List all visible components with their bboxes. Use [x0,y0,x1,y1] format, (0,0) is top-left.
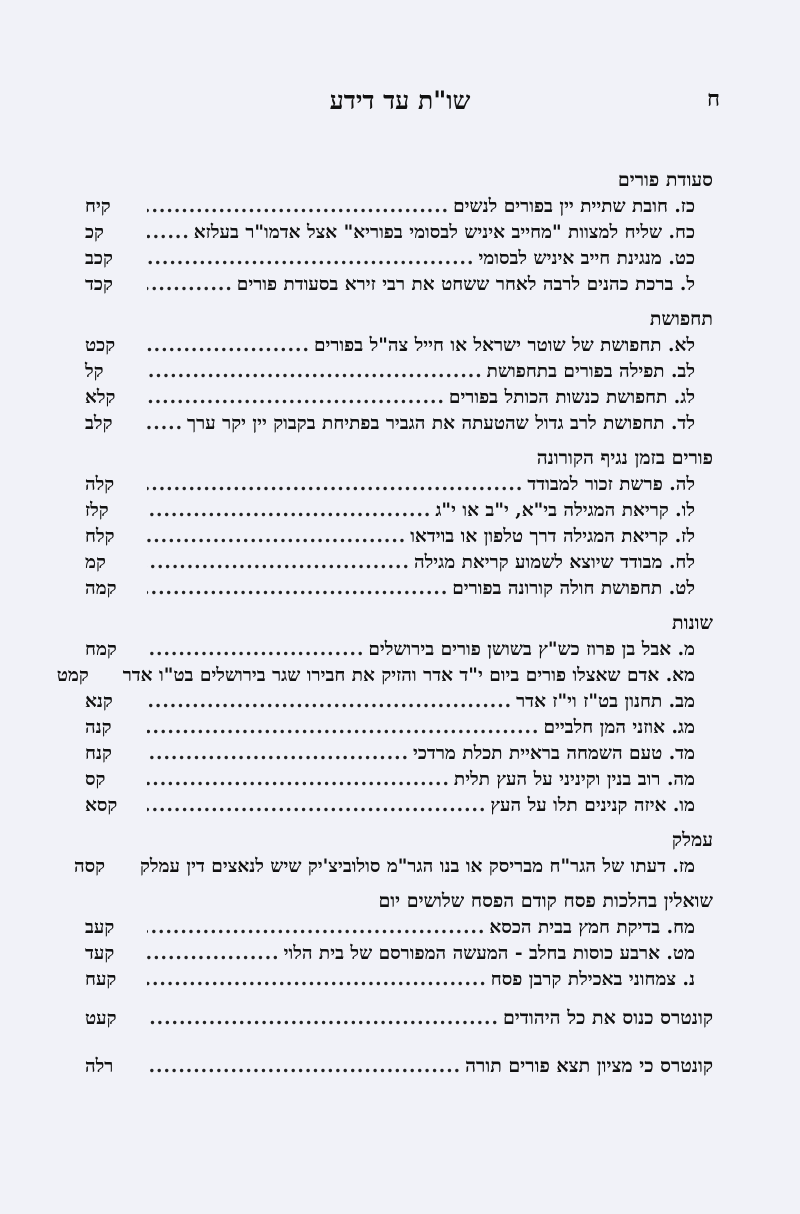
toc-entry-text: לח. מבודד שיוצא לשמוע קריאת מגילה [413,552,695,573]
section-title: סעודת פורים [617,169,713,191]
dot-leader [147,333,310,359]
dot-leader [147,767,450,793]
toc-entry-text: מח. בדיקת חמץ בבית הכסא [489,917,695,938]
standalone-entries [85,1005,713,1079]
toc-entry-page: קנח [85,743,112,764]
toc-section [85,166,713,298]
dot-leader [147,715,539,741]
toc-entry [85,793,713,819]
dot-leader [147,576,448,602]
page-header [80,86,720,126]
toc-entry-text: ל. ברכת כהנים לרבה לאחר ששחט את רבי זירא בסעודת פורים [236,274,695,295]
toc-entry [85,741,713,767]
toc-entry [85,498,713,524]
toc-entry-text: לו. קריאת המגילה בי"א, י"ב או י"ג [435,500,695,521]
toc-section [56,609,713,819]
toc-entry-text: מו. איזה קנינים תלו על העץ [490,795,695,816]
toc-entry-text: לד. תחפושת לרב גדול שהטעתה את הגביר בפתיחת בקבוק יין יקר ערך [187,413,695,434]
section-title: תחפושת [649,308,713,330]
toc-entry-text: מ. אבל בן פרוז כש"ץ בשושן פורים בירושלים [368,639,695,660]
dot-leader [147,967,487,993]
toc-entry-page: קעב [85,917,115,938]
toc-entry-page: קמח [85,639,117,660]
toc-entry-page: קסה [73,856,106,877]
toc-entry [85,967,713,993]
dot-leader [147,246,474,272]
dot-leader [147,1006,499,1032]
toc-entry [85,715,713,741]
page-number: ח [706,86,720,112]
toc-entry-text: מג. אוזני המן חלביים [543,717,695,738]
toc-entry [85,941,713,967]
toc-entry-page: קמט [56,665,89,686]
table-of-contents [56,166,713,1101]
toc-entry-text: נ. צמחוני באכילת קרבן פסח [490,969,695,990]
toc-entry [85,220,713,246]
toc-entry-page: קסא [85,795,118,816]
toc-entry-text: לה. פרשת זכור למבודד [527,474,695,495]
toc-entry [85,637,713,663]
dot-leader [147,194,449,220]
section-title: עמלק [671,829,713,851]
toc-entry-text: לז. קריאת המגילה דרך טלפון או בוידאו [410,526,695,547]
toc-entry [85,1053,713,1079]
section-title: שואלין בהלכות פסח קודם הפסח שלושים יום [378,890,713,912]
toc-entry-page: קלז [85,500,109,521]
dot-leader [147,472,523,498]
toc-entry-page: קעח [85,969,117,990]
toc-entry [85,333,713,359]
toc-entry-text: מז. דעתו של הגר"ח מבריסק או בנו הגר"מ סולוביצ'יק שיש לנאצים דין עמלק [139,856,695,877]
toc-entry [85,246,713,272]
toc-entry-text: מה. רוב בנין וקיניני על העץ תלית [453,769,695,790]
toc-entry-text: לב. תפילה בפורים בתחפושת [486,361,695,382]
toc-entry-page: קמה [85,578,117,599]
toc-entry-page: קכד [85,274,113,295]
toc-entry-page: קכב [85,248,113,269]
toc-entry [73,854,713,880]
dot-leader [147,915,485,941]
toc-entry [85,1005,713,1031]
toc-entry-text: כט. מנגינת חייב איניש לבסומי [478,248,695,269]
toc-entry [85,272,713,298]
toc-section [85,444,713,602]
dot-leader [147,498,431,524]
toc-entry [85,689,713,715]
toc-entry-text: כז. חובת שתיית יין בפורים לנשים [453,196,695,217]
dot-leader [147,637,364,663]
dot-leader [147,550,410,576]
toc-entry-text: לט. תחפושת חולה קורונה בפורים [452,578,695,599]
section-title: שונות [672,612,713,634]
toc-entry-page: קנא [85,691,113,712]
toc-entry-page: קל [85,361,104,382]
toc-entry [85,767,713,793]
toc-entry-text: מד. טעם השמחה בראיית תכלת מרדכי [413,743,695,764]
toc-section [85,305,713,437]
toc-entry-page: קיח [85,196,111,217]
toc-entry-page: קמ [85,552,106,573]
toc-entry-page: קכ [85,222,104,243]
toc-section [85,887,713,993]
dot-leader [147,385,445,411]
dot-leader [147,741,409,767]
dot-leader [147,411,183,437]
dot-leader [147,220,190,246]
dot-leader [147,524,406,550]
toc-entry-page: קכט [85,335,116,356]
toc-entry-text: לא. תחפושת של שוטר ישראל או חייל צה"ל בפורים [313,335,695,356]
toc-section [73,826,713,880]
toc-entry [85,411,713,437]
toc-entry-text: מב. תחנון בט"ז וי"ז אדר [516,691,695,712]
dot-leader [147,793,486,819]
toc-entry-text: כח. שליח למצוות "מחייב איניש לבסומי בפוריא" אצל אדמו"ר בעלזא [193,222,695,243]
toc-entry [85,576,713,602]
toc-entry [85,385,713,411]
toc-entry [85,472,713,498]
toc-entry [85,359,713,385]
toc-entry-text: קונטרס כנוס את כל היהודים [502,1007,713,1029]
dot-leader [147,941,280,967]
toc-entry [85,194,713,220]
toc-entry-text: מט. ארבע כוסות בחלב - המעשה המפורסם של בית הלוי [283,943,695,964]
toc-entry [85,915,713,941]
toc-entry [85,524,713,550]
toc-entry [56,663,713,689]
toc-entry-page: קנה [85,717,112,738]
toc-entry-text: לג. תחפושת כנשות הכותל בפורים [448,387,695,408]
toc-entry [85,550,713,576]
toc-entry-page: קלח [85,526,115,547]
page-title: שו"ת עד דידע [329,86,471,115]
toc-entry-page: קעט [85,1008,117,1029]
section-title: פורים בזמן נגיף הקורונה [536,447,713,469]
toc-entry-text: מא. אדם שאצלו פורים ביום י"ד אדר והזיק את חבירו שגר בירושלים בט"ו אדר [122,665,695,686]
toc-entry-page: קס [85,769,106,790]
dot-leader [147,359,483,385]
toc-entry-text: קונטרס כי מציון תצא פורים תורה [465,1055,713,1077]
dot-leader [147,1054,461,1080]
dot-leader [147,272,233,298]
toc-entry-page: רלה [85,1056,114,1077]
toc-entry-page: קלה [85,474,115,495]
toc-entry-page: קלא [85,387,116,408]
toc-entry-page: קעד [85,943,115,964]
dot-leader [147,689,512,715]
toc-entry-page: קלב [85,413,113,434]
